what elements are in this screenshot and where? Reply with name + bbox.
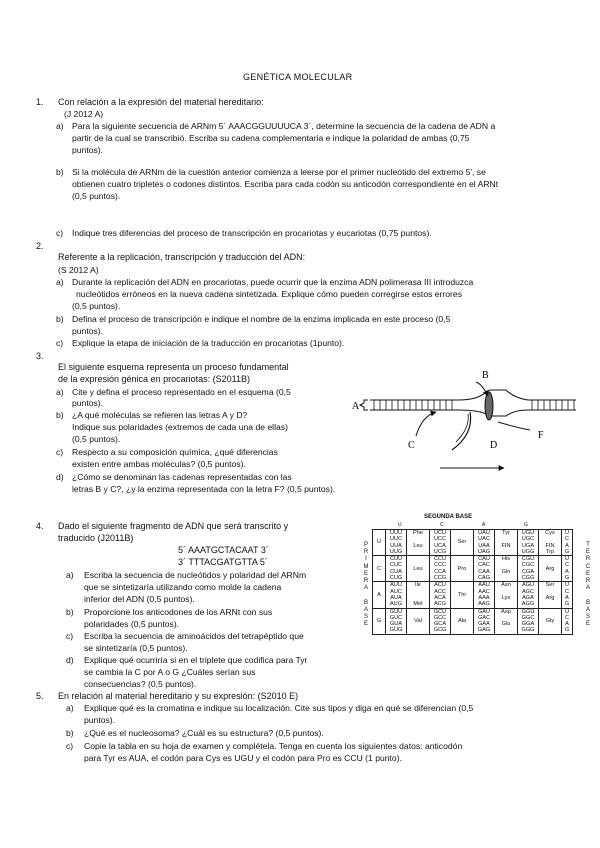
col-header-G: G xyxy=(524,522,528,528)
question-5 xyxy=(36,691,556,771)
q5-c-line1: Copie la tabla en su hoja de examen y complétela. Tenga en cuenta los siguientes datos: anticodón xyxy=(84,741,463,751)
dna-double-strand xyxy=(370,390,576,416)
q4-heading-line2: traducido (J2011B) xyxy=(58,533,134,543)
q4-a-line2: que se sintetizaría utilizando como molde la cadena xyxy=(84,582,282,592)
codon-cell: CCU CCC CCA CCG xyxy=(430,556,451,582)
q3-b-line3: (0,5 puntos). xyxy=(72,434,121,444)
arrow-B xyxy=(476,382,488,396)
label-D: D xyxy=(490,440,498,451)
codon-cell: UUU UUC UUA UUG xyxy=(386,530,407,556)
q1-c-label: c) xyxy=(56,228,64,238)
q1-a-line2: partir de la cual se transcribió. Escriba su cadena complementaria e indique la polaridad de ambas (0,75 xyxy=(72,133,470,143)
q1-b-line1: Si la molécula de ARNm de la cuestión anterior comienza a leerse por el primer nucleótido del extremo 5', se xyxy=(72,167,486,177)
first-base-cell: A xyxy=(373,582,386,608)
q3-c-label: c) xyxy=(56,447,64,457)
amino-acid-cell: Tyr FIN xyxy=(495,530,518,556)
q3-a-label: a) xyxy=(56,387,64,397)
codon-cell: UAU UAC UAA UAG xyxy=(474,530,495,556)
q3-d-line2: letras B y C?, ¿y la enzima representada con la letra F? (0,5 puntos). xyxy=(72,484,336,494)
q4-heading-line1: Dado el siguiente fragmento de ADN que será transcrito y xyxy=(58,521,289,531)
arrow-C xyxy=(416,412,436,436)
label-A: A xyxy=(352,401,360,412)
q2-a-line3: (0,5 puntos). xyxy=(72,301,121,311)
amino-acid-cell: Val xyxy=(407,608,430,634)
amino-acid-cell: Phe Leu xyxy=(407,530,430,556)
q2-a-line1: Durante la replicación del ADN en procariotas, puede ocurrir que la enzima ADN polimerasa III introduzca xyxy=(72,277,474,287)
codon-cell: CUU CUC CUA CUG xyxy=(386,556,407,582)
amino-acid-cell: Ala xyxy=(451,608,474,634)
codon-row xyxy=(373,556,573,582)
amino-acid-cell: Ile Met xyxy=(407,582,430,608)
q4-d-line3: consecuencias? (0,5 puntos). xyxy=(84,679,197,689)
q1-a-label: a) xyxy=(56,121,64,131)
q3-a-line1: Cite y defina el proceso representado en el esquema (0,5 xyxy=(72,387,291,397)
codon-cell: GAU GAC GAA GAG xyxy=(474,608,495,634)
q1-c-line1: Indique tres diferencias del proceso de transcripción en procariotas y eucariotas (0,75 puntos). xyxy=(72,228,432,238)
col-header-A: A xyxy=(482,522,486,528)
q1-number: 1. xyxy=(36,97,44,107)
q5-heading: En relación al material hereditario y su expresión: (S2010 E) xyxy=(58,691,299,701)
q1-source: (J 2012 A) xyxy=(64,109,104,119)
q5-b-label: b) xyxy=(66,728,74,738)
label-B: B xyxy=(482,370,489,381)
label-F: F xyxy=(538,430,544,441)
q2-heading: Referente a la replicación, transcripción y traducción del ADN: xyxy=(58,252,306,262)
q4-number: 4. xyxy=(36,521,44,531)
q4-dna-seq-bottom: 3´ TTTACGATGTTA 5´ xyxy=(178,557,268,567)
third-base-cell: U C A G xyxy=(562,582,573,608)
q3-number: 3. xyxy=(36,351,44,361)
q5-number: 5. xyxy=(36,691,44,701)
q3-heading-line2: de la expresión génica en procariotas: (S2011B) xyxy=(58,374,250,384)
q2-number: 2. xyxy=(36,241,44,251)
q4-b-line1: Proporcione los anticodones de los ARNt con sus xyxy=(84,607,273,617)
question-1 xyxy=(36,97,556,242)
codon-cell: GCU GCC GCA GCG xyxy=(430,608,451,634)
q3-a-line2: puntos). xyxy=(72,398,104,408)
q4-d-line2: se cambia la C por A o G ¿Cuáles serían sus xyxy=(84,667,256,677)
codon-cell: GGU GGC GGA GGG xyxy=(518,608,539,634)
q4-d-line1: Explique qué ocurriría si en el triplete que codifica para Tyr xyxy=(84,655,308,665)
codon-row xyxy=(373,608,573,634)
codon-row xyxy=(373,582,573,608)
question-4 xyxy=(36,521,356,661)
table-col-headers xyxy=(392,522,552,529)
q2-a-label: a) xyxy=(56,277,64,287)
amino-acid-cell: Asn Lys xyxy=(495,582,518,608)
codon-row xyxy=(373,530,573,556)
q4-a-line3: inferior del ADN (0,5 puntos). xyxy=(84,594,195,604)
table-top-label: SEGUNDA BASE xyxy=(424,514,473,520)
q4-a-line1: Escriba la secuencia de nucleótidos y polaridad del ARNm xyxy=(84,570,307,580)
q3-d-label: d) xyxy=(56,472,64,482)
enzyme-F xyxy=(485,392,493,420)
codon-cell: UGU UGC UGA UGG xyxy=(518,530,539,556)
q1-b-label: b) xyxy=(56,167,64,177)
codon-table xyxy=(372,529,573,635)
amino-acid-cell: Leu xyxy=(407,556,430,582)
strand-A-bracket xyxy=(360,400,368,410)
code-table-grid xyxy=(372,529,573,635)
q2-c-label: c) xyxy=(56,338,64,348)
codon-cell: AUU AUC AUA AUG xyxy=(386,582,407,608)
label-C: C xyxy=(408,440,415,451)
q1-a-line1: Para la siguiente secuencia de ARNm 5´ AAACGGUUUUCA 3´, determine la secuencia de la cadena de ADN a xyxy=(72,121,496,131)
q2-a-line2: nucleótidos erróneos en la nueva cadena sintetizada. Explique cómo pueden corregirse estos errores xyxy=(76,289,462,299)
q5-a-line1: Explique qué es la cromatina e indique su localización. Cite sus tipos y diga en qué se diferencian (0,5 xyxy=(84,703,474,713)
q3-b-label: b) xyxy=(56,410,64,420)
transcription-diagram xyxy=(348,364,580,476)
codon-cell: UCU UCC UCA UCG xyxy=(430,530,451,556)
q3-c-line2: existen entre ambas moléculas? (0,5 puntos). xyxy=(72,459,246,469)
q4-dna-seq-top: 5´ AAATGCTACAAT 3´ xyxy=(178,545,269,555)
q1-heading: Con relación a la expresión del material hereditario: xyxy=(58,97,264,107)
amino-acid-cell: Asp Glu xyxy=(495,608,518,634)
amino-acid-cell: Pro xyxy=(451,556,474,582)
q2-c-line1: Explique la etapa de iniciación de la traducción en procariotas (1punto). xyxy=(72,338,345,348)
amino-acid-cell: Gly xyxy=(539,608,562,634)
amino-acid-cell: His Gln xyxy=(495,556,518,582)
q4-c-label: c) xyxy=(66,631,74,641)
amino-acid-cell: Cys FIN Trp xyxy=(539,530,562,556)
q5-a-label: a) xyxy=(66,703,74,713)
q2-source: (S 2012 A) xyxy=(58,265,99,275)
q5-b-line1: ¿Qué es el nucleosoma? ¿Cuál es su estructura? (0,5 puntos). xyxy=(84,728,324,738)
third-base-cell: U C A G xyxy=(562,556,573,582)
q3-d-line1: ¿Cómo se denominan las cadenas representadas con las xyxy=(72,472,292,482)
pointer-F xyxy=(498,422,530,430)
codon-cell: CAU CAC CAA CAG xyxy=(474,556,495,582)
q4-b-label: b) xyxy=(66,607,74,617)
amino-acid-cell: Arg xyxy=(539,556,562,582)
question-2 xyxy=(36,241,556,351)
q3-heading-line1: El siguiente esquema representa un proceso fundamental xyxy=(58,362,289,372)
q5-c-label: c) xyxy=(66,741,74,751)
q4-a-label: a) xyxy=(66,570,74,580)
table-right-label: T E R C E R A B A S E xyxy=(585,542,591,628)
first-base-cell: U xyxy=(373,530,386,556)
q1-b-line3: (0,5 puntos). xyxy=(72,191,121,201)
q2-b-label: b) xyxy=(56,314,64,324)
q3-c-line1: Respecto a su composición química, ¿qué diferencias xyxy=(72,447,278,457)
q5-c-line2: para Tyr es AUA, el codón para Cys es UGU y el codón para Pro es CCU (1 punto). xyxy=(84,753,402,763)
q4-b-line2: polaridades (0,5 puntos). xyxy=(84,619,180,629)
q2-b-line2: puntos). xyxy=(72,326,104,336)
q2-b-line1: Defina el proceso de transcripción e indique el nombre de la enzima implicada en este proceso (0,5 xyxy=(72,314,451,324)
q4-d-label: d) xyxy=(66,655,74,665)
q1-a-line3: puntos). xyxy=(72,145,104,155)
question-3 xyxy=(36,351,366,501)
q4-c-line1: Escriba la secuencia de aminoácidos del tetrapéptido que xyxy=(84,631,304,641)
q3-b-line2: Indique sus polaridades (extremos de cada una de ellas) xyxy=(72,422,288,432)
codon-cell: CGU CGC CGA CGG xyxy=(518,556,539,582)
codon-cell: AGU AGC AGA AGG xyxy=(518,582,539,608)
genetic-code-table xyxy=(362,512,594,652)
col-header-U: U xyxy=(398,522,402,528)
codon-cell: AAU AAC AAA AAG xyxy=(474,582,495,608)
q5-a-line2: puntos). xyxy=(84,715,116,725)
amino-acid-cell: Ser xyxy=(451,530,474,556)
third-base-cell: U C A G xyxy=(562,530,573,556)
q3-b-line1: ¿A qué moléculas se refieren las letras A y D? xyxy=(72,410,248,420)
codon-cell: GUU GUC GUA GUG xyxy=(386,608,407,634)
table-left-label: P R I M E R A B A S E xyxy=(363,542,369,628)
codon-cell: ACU ACC ACA ACG xyxy=(430,582,451,608)
question-4-d xyxy=(36,655,356,695)
col-header-C: C xyxy=(440,522,444,528)
page-title: GENÉTICA MOLECULAR xyxy=(243,72,353,82)
third-base-cell: U C A G xyxy=(562,608,573,634)
rna-strand-D xyxy=(452,412,471,450)
first-base-cell: C xyxy=(373,556,386,582)
amino-acid-cell: Ser Arg xyxy=(539,582,562,608)
q1-b-line2: obtienen cuatro tripletes o codones distintos. Escriba para cada codón su anticodón correspondiente en el ARNt xyxy=(72,179,499,189)
amino-acid-cell: Thr xyxy=(451,582,474,608)
q4-c-line2: se sintetizaría (0,5 puntos). xyxy=(84,643,188,653)
first-base-cell: G xyxy=(373,608,386,634)
base-pair-rungs xyxy=(374,400,574,410)
